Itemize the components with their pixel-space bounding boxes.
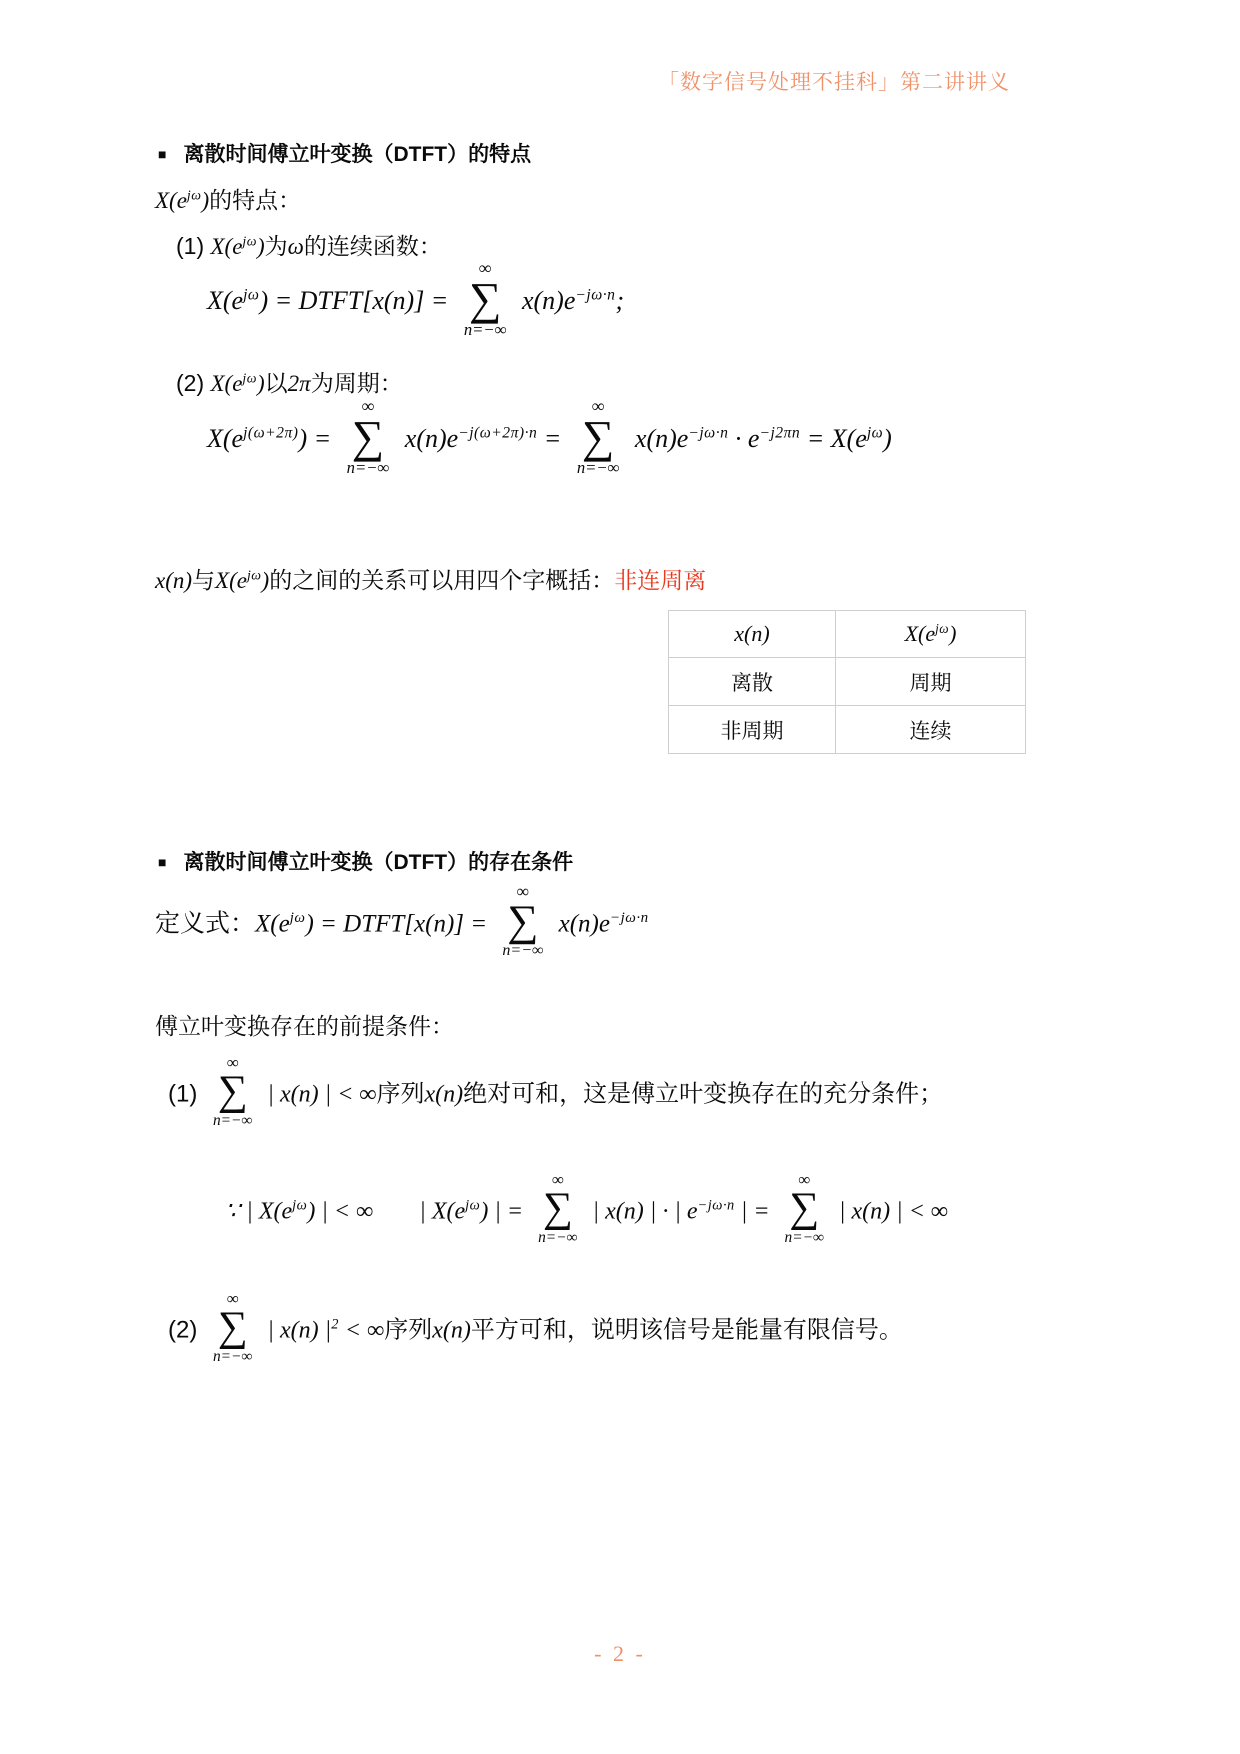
square-bullet-icon: ■ (158, 146, 167, 162)
summation-symbol: ∞ ∑ n=−∞ (463, 258, 507, 340)
table-cell: 离散 (669, 658, 836, 706)
section1-heading (158, 138, 531, 168)
formula-dtft-definition: $X(e^{j\omega})$ = DTFT[x(n)] = ∞ ∑ n=−∞ $x(n)e^{-j\omega\cdot n}$; (207, 258, 625, 340)
definition-line: 定义式：$X(e^{j\omega})$ = DTFT[x(n)] = ∞ ∑ n=−∞ $x(n)e^{-j\omega\cdot n}$ (155, 881, 649, 960)
section1-item2-label: (2) $X(e^{j\omega})$以2π为周期： (176, 370, 403, 396)
because-derivation-line: ∵ | $X(e^{j\omega})$ | < ∞ | $X(e^{j\omega})$ | = ∞ ∑ n=−∞ | x(n) | · | $e^{-j\omega\cdot n}$ | = ∞ ∑ n=−∞ | x(n) | < ∞ (225, 1170, 949, 1246)
relation-summary-line: x(n)与$X(e^{j\omega})$的之间的关系可以用四个字概括：非连周离 (155, 567, 707, 593)
summation-symbol: ∞ ∑ n=−∞ (502, 881, 544, 960)
summation-symbol: ∞ ∑ n=−∞ (784, 1170, 824, 1246)
table-header-xn: x(n) (669, 611, 836, 658)
formula-periodicity: $X(e^{j(\omega+2\pi)})$ = ∞ ∑ n=−∞ $x(n)e^{-j(\omega+2\pi)\cdot n}$ = ∞ ∑ n=−∞ $x(n)e^{-j\omega\cdot n} \cdot e^{-j2\pi n} = X(e^{j\omega})$ (207, 396, 892, 478)
summation-symbol: ∞ ∑ n=−∞ (213, 1053, 253, 1129)
summation-symbol: ∞ ∑ n=−∞ (346, 396, 390, 478)
condition1-line: (1) ∞ ∑ n=−∞ | x(n) | < ∞序列x(n)绝对可和，这是傅立叶变换存在的充分条件； (168, 1053, 944, 1129)
relation-table (668, 610, 1026, 754)
table-cell: 连续 (836, 706, 1026, 754)
condition2-line: (2) ∞ ∑ n=−∞ | x(n) $|^2$ < ∞序列x(n)平方可和，说明该信号是能量有限信号。 (168, 1289, 903, 1365)
section1-item1-label: (1) $X(e^{j\omega})$为ω的连续函数： (176, 233, 442, 259)
page-header-title: 「数字信号处理不挂科」第二讲讲义 (658, 70, 1010, 94)
section2-title: 离散时间傅立叶变换（DTFT）的存在条件 (183, 851, 574, 874)
table-cell: 周期 (836, 658, 1026, 706)
page-number: - 2 - (594, 1641, 646, 1666)
square-bullet-icon: ■ (158, 854, 167, 870)
table-cell: 非周期 (669, 706, 836, 754)
table-row (669, 706, 1026, 754)
table-row (669, 658, 1026, 706)
table-header-row (669, 611, 1026, 658)
summation-symbol: ∞ ∑ n=−∞ (538, 1170, 578, 1246)
section2-heading (158, 846, 573, 876)
summation-symbol: ∞ ∑ n=−∞ (213, 1289, 253, 1365)
table-header-Xejw: $X(e^{j\omega})$ (836, 611, 1026, 658)
section1-intro: $X(e^{j\omega})$的特点： (155, 187, 302, 213)
premise-line: 傅立叶变换存在的前提条件： (155, 1013, 454, 1039)
section1-title: 离散时间傅立叶变换（DTFT）的特点 (183, 143, 532, 166)
summation-symbol: ∞ ∑ n=−∞ (576, 396, 620, 478)
